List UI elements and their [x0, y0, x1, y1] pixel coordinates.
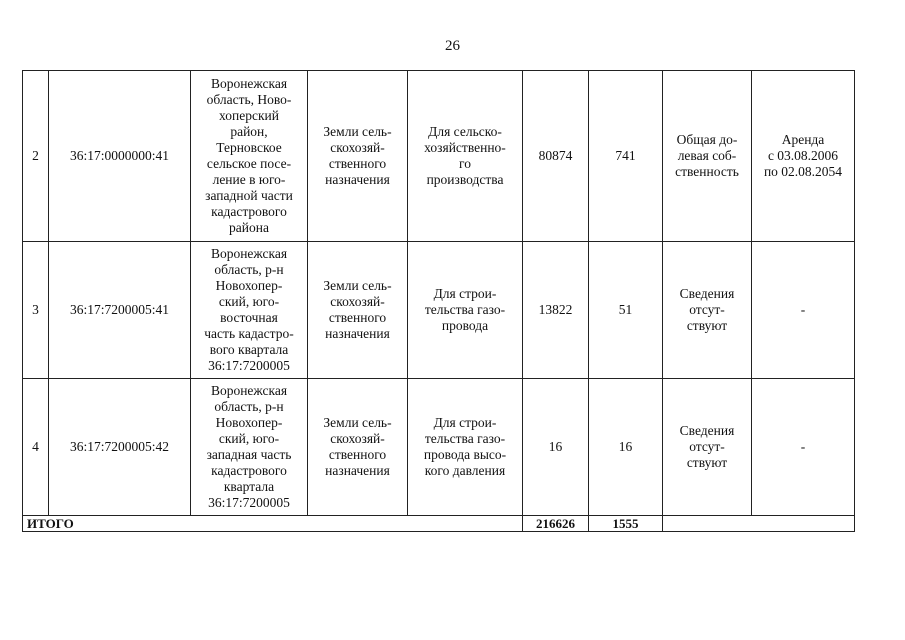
cadastral-number: 36:17:7200005:42	[49, 379, 191, 516]
value-cell: 16	[589, 379, 663, 516]
area-cell: 80874	[523, 71, 589, 242]
total-empty-cell	[663, 516, 855, 532]
total-label: ИТОГО	[23, 516, 523, 532]
row-number: 4	[23, 379, 49, 516]
area-cell: 13822	[523, 242, 589, 379]
land-category-cell: Земли сель- скохозяй- ственного назначения	[308, 71, 408, 242]
location-cell: Воронежская область, Ново- хоперский район, Терновское сельское посе- ление в юго- западной части кадастрового района	[191, 71, 308, 242]
permitted-use-cell: Для сельско- хозяйственно- го производства	[408, 71, 523, 242]
permitted-use-cell: Для строи- тельства газо- провода	[408, 242, 523, 379]
row-number: 2	[23, 71, 49, 242]
value-cell: 741	[589, 71, 663, 242]
location-cell: Воронежская область, р-н Новохопер- ский, юго- западная часть кадастрового квартала 36:17:7200005	[191, 379, 308, 516]
total-value: 1555	[589, 516, 663, 532]
encumbrance-cell: Аренда с 03.08.2006 по 02.08.2054	[752, 71, 855, 242]
land-category-cell: Земли сель- скохозяй- ственного назначения	[308, 242, 408, 379]
land-category-cell: Земли сель- скохозяй- ственного назначения	[308, 379, 408, 516]
value-cell: 51	[589, 242, 663, 379]
row-number: 3	[23, 242, 49, 379]
page-number: 26	[445, 38, 460, 54]
encumbrance-cell: -	[752, 379, 855, 516]
ownership-cell: Сведения отсут- ствуют	[663, 379, 752, 516]
location-cell: Воронежская область, р-н Новохопер- ский, юго- восточная часть кадастро- вого квартала 36:17:7200005	[191, 242, 308, 379]
table-row	[23, 71, 855, 242]
area-cell: 16	[523, 379, 589, 516]
cadastral-number: 36:17:7200005:41	[49, 242, 191, 379]
table-row	[23, 379, 855, 516]
permitted-use-cell: Для строи- тельства газо- провода высо- кого давления	[408, 379, 523, 516]
encumbrance-cell: -	[752, 242, 855, 379]
table-row	[23, 242, 855, 379]
total-area: 216626	[523, 516, 589, 532]
cadastral-number: 36:17:0000000:41	[49, 71, 191, 242]
ownership-cell: Сведения отсут- ствуют	[663, 242, 752, 379]
ownership-cell: Общая до- левая соб- ственность	[663, 71, 752, 242]
cadastral-table	[22, 70, 855, 532]
total-row	[23, 516, 855, 532]
